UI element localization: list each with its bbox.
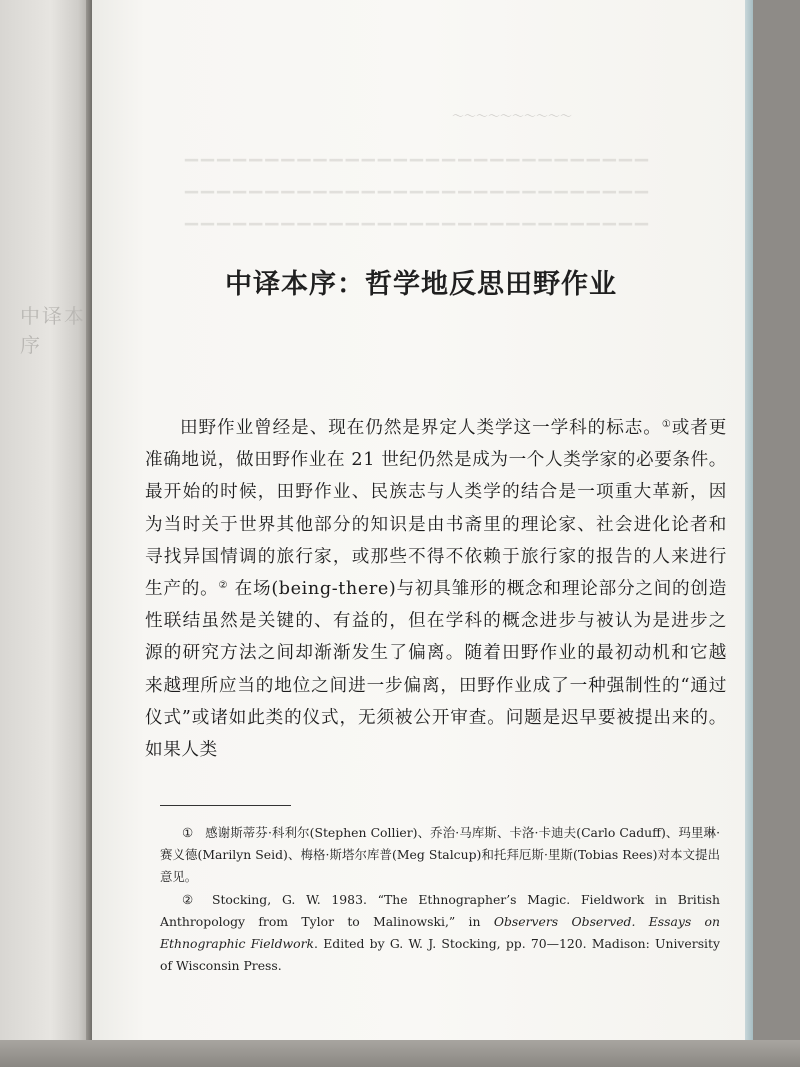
footnote-text: Stocking, G. W. 1983. “The Ethnographer’s Magic. Fieldwork in British Anthropology from Tylor to Malinowski,” in <box>160 891 721 929</box>
footnote-number: ① <box>182 825 194 840</box>
bleed-through-text: 中译本序 <box>20 304 86 357</box>
footnote-divider <box>160 805 291 806</box>
body-text <box>145 412 727 766</box>
paragraph-text: 在场(being-there)与初具雏形的概念和理论部分之间的创造性联结虽然是关键的、有益的，但在学科的概念进步与被认为是进步之源的研究方法之间却渐渐发生了偏离。随着田野作业的最初动机和它越来越理所应当的地位之间进一步偏离，田野作业成了一种强制性的“通过仪式”或诸如此类的仪式，无须被公开审查。问题是迟早要被提出来的。如果人类 <box>145 579 727 761</box>
paragraph-text: 或者更准确地说，做田野作业在 21 世纪仍然是成为一个人类学家的必要条件。最开始的时候，田野作业、民族志与人类学的结合是一项重大革新，因为当时关于世界其他部分的知识是由书斋里的理论家、社会进化论者和寻找异国情调的旅行家，或那些不得不依赖于旅行家的报告的人来进行生产的。 <box>145 418 727 600</box>
paragraph-text: 田野作业曾经是、现在仍然是界定人类学这一学科的标志。 <box>180 418 662 438</box>
footnotes <box>160 822 720 977</box>
page-title: 中译本序：哲学地反思田野作业 <box>225 269 617 300</box>
bleed-through-line: ▁▁▁▁▁▁▁▁▁▁▁▁▁▁▁▁▁▁▁▁▁▁▁▁▁▁▁▁▁ <box>182 158 649 178</box>
page-edge <box>745 0 753 1040</box>
bleed-through-line: ▁▁▁▁▁▁▁▁▁▁▁▁▁▁▁▁▁▁▁▁▁▁▁▁▁▁▁▁▁ <box>182 222 649 242</box>
left-page <box>0 0 92 1067</box>
paragraph <box>145 412 727 766</box>
footnote-text: 感谢斯蒂芬·科利尔(Stephen Collier)、乔治·马库斯、卡洛·卡迪夫(Carlo Caduff)、玛里琳·赛义德(Marilyn Seid)、梅格·斯塔尔库普(Meg Stalcup)和托拜厄斯·里斯(Tobias Rees)对本文提出意见。 <box>160 825 721 885</box>
footnote-text: . Edited by G. W. J. Stocking, pp. 70—120. Madison: University of Wisconsin Press. <box>160 936 720 974</box>
table-surface <box>0 1040 800 1067</box>
footnote-number: ② <box>182 891 200 907</box>
book-page <box>92 0 750 1040</box>
footnote-2 <box>160 889 720 978</box>
bleed-through-line: ▁▁▁▁▁▁▁▁▁▁▁▁▁▁▁▁▁▁▁▁▁▁▁▁▁▁▁▁▁ <box>182 190 649 210</box>
footnote-ref-2: ② <box>218 580 229 592</box>
footnote-ref-1: ① <box>661 419 672 430</box>
footnote-book-title: Observers Observed. Essays on Ethnographic Fieldwork <box>160 913 720 952</box>
footnote-1 <box>160 822 720 889</box>
bleed-through-header: 〜〜〜〜〜〜〜〜〜〜 <box>452 108 573 122</box>
